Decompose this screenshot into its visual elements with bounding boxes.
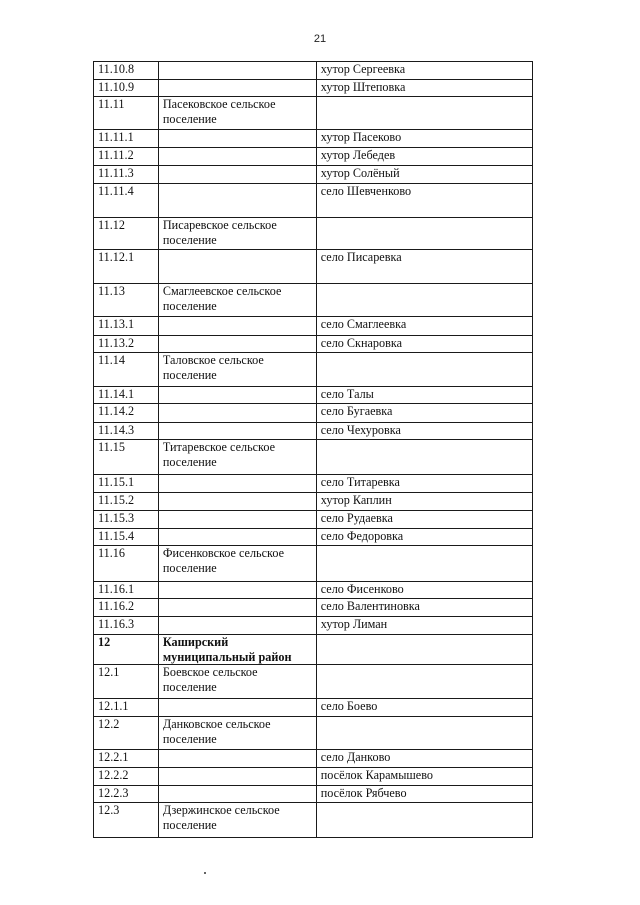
- settlement-cell: [158, 423, 316, 440]
- table-row: [94, 97, 533, 130]
- code-cell: 11.13: [94, 284, 159, 317]
- code-cell: 11.15: [94, 440, 159, 475]
- locality-cell: посёлок Рябчево: [316, 786, 532, 803]
- table-row: [94, 284, 533, 317]
- settlement-cell: Дзержинское сельское поселение: [158, 803, 316, 838]
- settlement-cell: Писаревское сельское поселение: [158, 218, 316, 250]
- settlement-cell: Пасековское сельское поселение: [158, 97, 316, 130]
- table-row: [94, 750, 533, 768]
- page-number: 21: [313, 33, 327, 45]
- table-row: [94, 404, 533, 423]
- table-row: [94, 803, 533, 838]
- locality-cell: село Боево: [316, 699, 532, 717]
- settlement-cell: [158, 699, 316, 717]
- settlement-cell: Фисенковское сельское поселение: [158, 546, 316, 582]
- code-cell: 12.2: [94, 717, 159, 750]
- settlement-cell: [158, 786, 316, 803]
- settlement-cell: [158, 166, 316, 184]
- settlement-cell: Боевское сельское поселение: [158, 665, 316, 699]
- table-row: [94, 617, 533, 635]
- table-row: [94, 665, 533, 699]
- locality-cell: село Федоровка: [316, 529, 532, 546]
- settlement-cell: Смаглеевское сельское поселение: [158, 284, 316, 317]
- locality-cell: село Писаревка: [316, 250, 532, 284]
- settlements-table: [93, 61, 533, 838]
- table-row: [94, 423, 533, 440]
- table-row: [94, 166, 533, 184]
- table-row: [94, 475, 533, 493]
- locality-cell: посёлок Карамышево: [316, 768, 532, 786]
- code-cell: 11.11.4: [94, 184, 159, 218]
- settlement-cell: [158, 599, 316, 617]
- settlement-cell: [158, 184, 316, 218]
- code-cell: 11.13.1: [94, 317, 159, 336]
- table-row: [94, 353, 533, 387]
- code-cell: 12.2.3: [94, 786, 159, 803]
- settlement-cell: [158, 768, 316, 786]
- locality-cell: село Смаглеевка: [316, 317, 532, 336]
- table-row: [94, 336, 533, 353]
- settlement-cell: [158, 130, 316, 148]
- table-row: [94, 582, 533, 599]
- locality-cell: [316, 635, 532, 665]
- locality-cell: [316, 353, 532, 387]
- code-cell: 11.15.1: [94, 475, 159, 493]
- code-cell: 12.2.2: [94, 768, 159, 786]
- locality-cell: село Талы: [316, 387, 532, 404]
- table-row: [94, 250, 533, 284]
- settlement-cell: [158, 80, 316, 97]
- locality-cell: село Чехуровка: [316, 423, 532, 440]
- table-row: [94, 546, 533, 582]
- settlement-cell: Каширский муниципальный район: [158, 635, 316, 665]
- locality-cell: село Шевченково: [316, 184, 532, 218]
- table-row: [94, 699, 533, 717]
- code-cell: 12.1.1: [94, 699, 159, 717]
- locality-cell: село Титаревка: [316, 475, 532, 493]
- settlement-cell: [158, 336, 316, 353]
- code-cell: 11.14: [94, 353, 159, 387]
- settlement-cell: [158, 404, 316, 423]
- locality-cell: [316, 803, 532, 838]
- settlement-cell: Таловское сельское поселение: [158, 353, 316, 387]
- locality-cell: [316, 717, 532, 750]
- table-row: [94, 130, 533, 148]
- locality-cell: село Бугаевка: [316, 404, 532, 423]
- settlement-cell: [158, 62, 316, 80]
- settlement-cell: [158, 511, 316, 529]
- settlement-cell: [158, 582, 316, 599]
- code-cell: 11.14.2: [94, 404, 159, 423]
- table-row: [94, 768, 533, 786]
- code-cell: 11.11: [94, 97, 159, 130]
- table-row: [94, 317, 533, 336]
- table-row: [94, 529, 533, 546]
- table-row: [94, 599, 533, 617]
- table-row: [94, 184, 533, 218]
- settlement-cell: [158, 148, 316, 166]
- code-cell: 12: [94, 635, 159, 665]
- settlement-cell: Данковское сельское поселение: [158, 717, 316, 750]
- code-cell: 11.11.2: [94, 148, 159, 166]
- table-row: [94, 493, 533, 511]
- code-cell: 11.15.3: [94, 511, 159, 529]
- scan-speck: [204, 872, 206, 874]
- table-row: [94, 62, 533, 80]
- code-cell: 12.2.1: [94, 750, 159, 768]
- locality-cell: хутор Штеповка: [316, 80, 532, 97]
- code-cell: 11.14.3: [94, 423, 159, 440]
- table-row: [94, 80, 533, 97]
- locality-cell: хутор Лиман: [316, 617, 532, 635]
- locality-cell: [316, 97, 532, 130]
- code-cell: 11.15.4: [94, 529, 159, 546]
- code-cell: 12.1: [94, 665, 159, 699]
- locality-cell: хутор Пасеково: [316, 130, 532, 148]
- locality-cell: село Фисенково: [316, 582, 532, 599]
- code-cell: 11.16.2: [94, 599, 159, 617]
- locality-cell: [316, 546, 532, 582]
- settlement-cell: [158, 317, 316, 336]
- settlement-cell: [158, 617, 316, 635]
- settlement-cell: [158, 475, 316, 493]
- code-cell: 11.16.1: [94, 582, 159, 599]
- locality-cell: хутор Каплин: [316, 493, 532, 511]
- locality-cell: [316, 440, 532, 475]
- code-cell: 11.14.1: [94, 387, 159, 404]
- code-cell: 11.12: [94, 218, 159, 250]
- table-row: [94, 511, 533, 529]
- settlement-cell: [158, 250, 316, 284]
- locality-cell: село Рудаевка: [316, 511, 532, 529]
- table-row: [94, 440, 533, 475]
- code-cell: 11.16: [94, 546, 159, 582]
- locality-cell: [316, 218, 532, 250]
- settlement-cell: [158, 750, 316, 768]
- locality-cell: [316, 665, 532, 699]
- table-row: [94, 786, 533, 803]
- settlement-cell: Титаревское сельское поселение: [158, 440, 316, 475]
- table-row: [94, 717, 533, 750]
- table-row: [94, 218, 533, 250]
- code-cell: 11.10.8: [94, 62, 159, 80]
- code-cell: 12.3: [94, 803, 159, 838]
- settlement-cell: [158, 529, 316, 546]
- locality-cell: хутор Солёный: [316, 166, 532, 184]
- locality-cell: село Скнаровка: [316, 336, 532, 353]
- locality-cell: село Данково: [316, 750, 532, 768]
- settlement-cell: [158, 387, 316, 404]
- locality-cell: село Валентиновка: [316, 599, 532, 617]
- settlement-cell: [158, 493, 316, 511]
- table-body: [94, 62, 533, 838]
- table-row: [94, 148, 533, 166]
- code-cell: 11.10.9: [94, 80, 159, 97]
- code-cell: 11.15.2: [94, 493, 159, 511]
- table-row: [94, 387, 533, 404]
- code-cell: 11.11.1: [94, 130, 159, 148]
- locality-cell: хутор Лебедев: [316, 148, 532, 166]
- code-cell: 11.13.2: [94, 336, 159, 353]
- code-cell: 11.11.3: [94, 166, 159, 184]
- code-cell: 11.16.3: [94, 617, 159, 635]
- table-row: [94, 635, 533, 665]
- locality-cell: хутор Сергеевка: [316, 62, 532, 80]
- locality-cell: [316, 284, 532, 317]
- code-cell: 11.12.1: [94, 250, 159, 284]
